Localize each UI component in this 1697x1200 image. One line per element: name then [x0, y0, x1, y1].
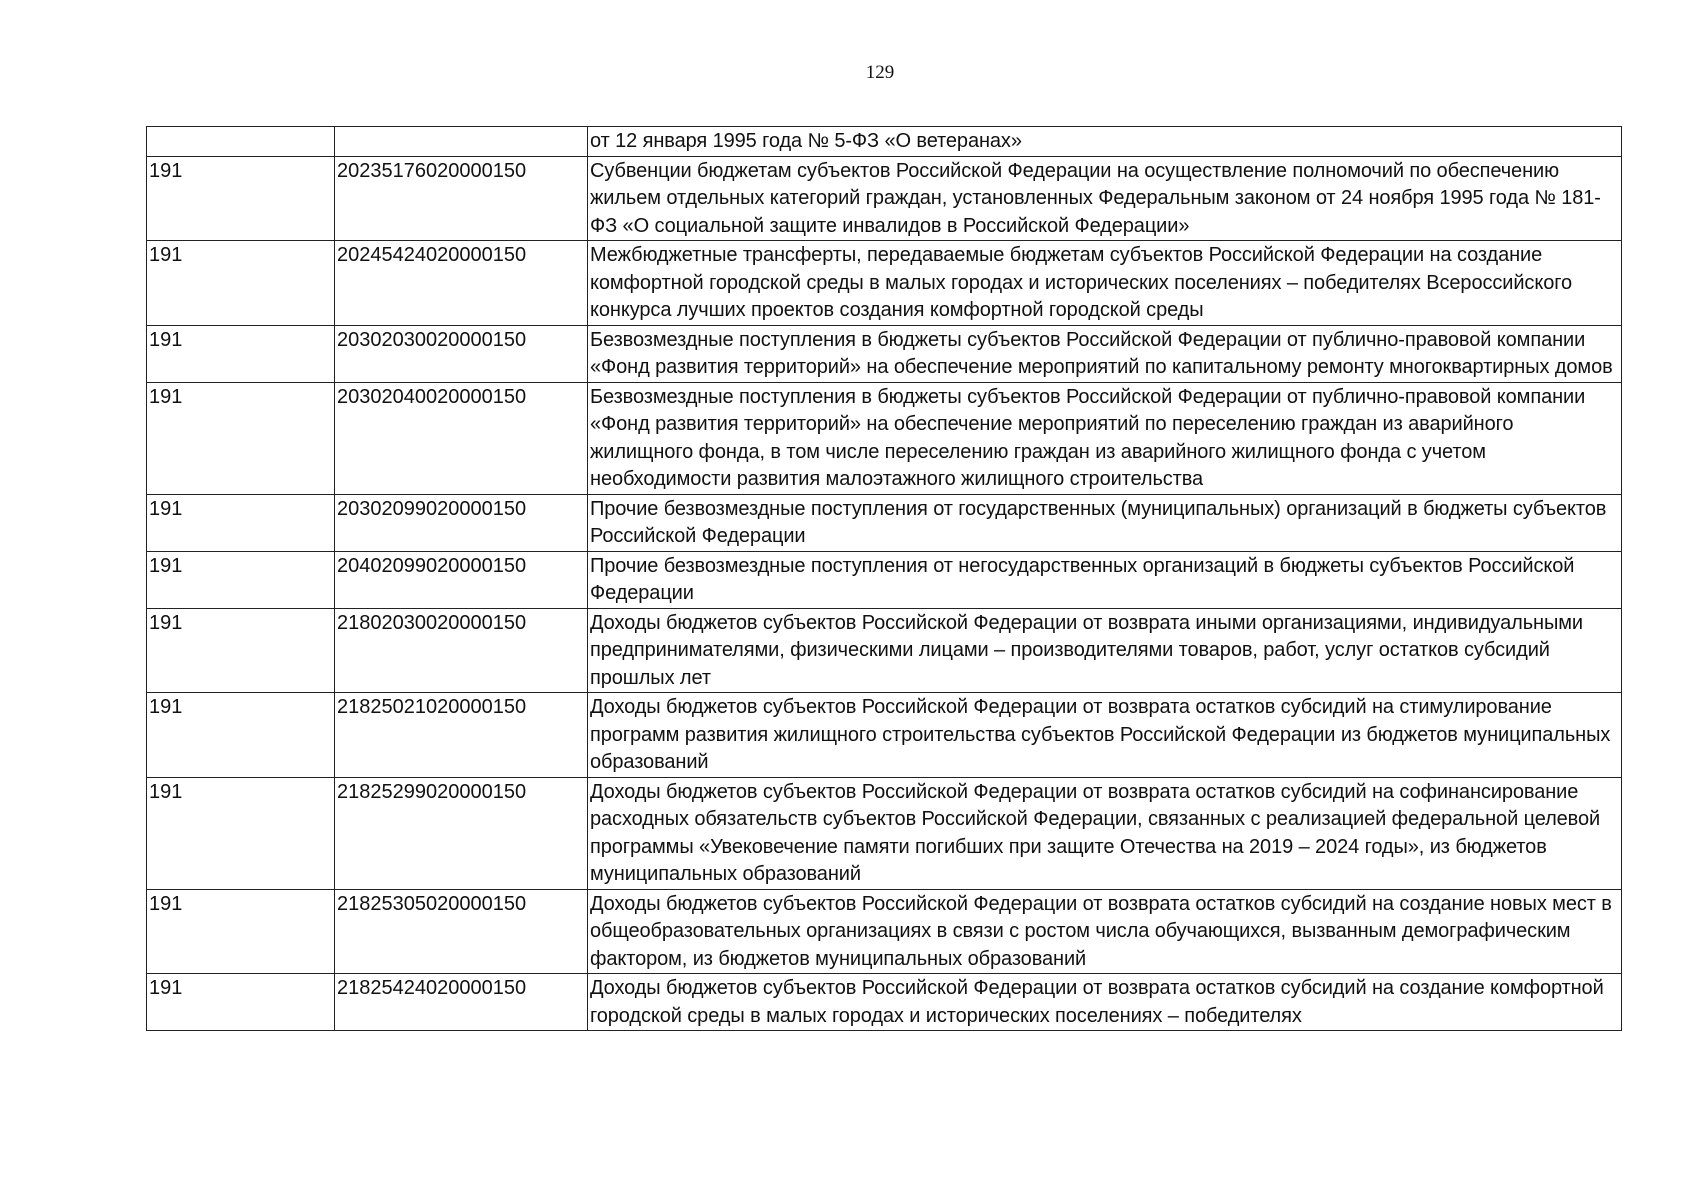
revenue-name-cell: Доходы бюджетов субъектов Российской Федерации от возврата иными организациями, индивидуальными предпринимателями, физическими лицами – производителями товаров, работ, услуг остатков субсидий прошлых лет: [588, 608, 1622, 693]
income-code-cell: 21825305020000150: [335, 889, 588, 974]
admin-code-cell: 191: [147, 551, 335, 608]
admin-code-cell: 191: [147, 974, 335, 1031]
table-row: [147, 241, 1622, 326]
revenue-name-cell: Безвозмездные поступления в бюджеты субъектов Российской Федерации от публично-правовой компании «Фонд развития территорий» на обеспечение мероприятий по переселению граждан из аварийного жилищного фонда, в том числе переселению граждан из аварийного жилищного фонда с учетом необходимости развития малоэтажного жилищного строительства: [588, 382, 1622, 494]
table-row: [147, 889, 1622, 974]
income-code-cell: 21825021020000150: [335, 693, 588, 778]
revenue-name-cell: Прочие безвозмездные поступления от негосударственных организаций в бюджеты субъектов Российской Федерации: [588, 551, 1622, 608]
income-code-cell: 20302099020000150: [335, 494, 588, 551]
income-code-cell: 21825299020000150: [335, 777, 588, 889]
income-code-cell: 20235176020000150: [335, 156, 588, 241]
admin-code-cell: 191: [147, 889, 335, 974]
table-row: [147, 127, 1622, 157]
admin-code-cell: 191: [147, 325, 335, 382]
income-code-cell: 21802030020000150: [335, 608, 588, 693]
budget-revenue-table: [146, 126, 1622, 1031]
table-body: [147, 127, 1622, 1031]
page-number: 129: [865, 62, 895, 83]
revenue-name-cell: Доходы бюджетов субъектов Российской Федерации от возврата остатков субсидий на создание новых мест в общеобразовательных организациях в связи с ростом числа обучающихся, вызванным демографическим фактором, из бюджетов муниципальных образований: [588, 889, 1622, 974]
admin-code-cell: 191: [147, 241, 335, 326]
table-row: [147, 156, 1622, 241]
admin-code-cell: 191: [147, 382, 335, 494]
table-row: [147, 974, 1622, 1031]
admin-code-cell: 191: [147, 608, 335, 693]
income-code-cell: [335, 127, 588, 157]
admin-code-cell: 191: [147, 693, 335, 778]
revenue-name-cell: Прочие безвозмездные поступления от государственных (муниципальных) организаций в бюджеты субъектов Российской Федерации: [588, 494, 1622, 551]
income-code-cell: 20402099020000150: [335, 551, 588, 608]
income-code-cell: 20302040020000150: [335, 382, 588, 494]
income-code-cell: 20245424020000150: [335, 241, 588, 326]
revenue-name-cell: Доходы бюджетов субъектов Российской Федерации от возврата остатков субсидий на стимулирование программ развития жилищного строительства субъектов Российской Федерации из бюджетов муниципальных образований: [588, 693, 1622, 778]
table-row: [147, 494, 1622, 551]
admin-code-cell: 191: [147, 777, 335, 889]
revenue-name-cell: Субвенции бюджетам субъектов Российской Федерации на осуществление полномочий по обеспечению жильем отдельных категорий граждан, установленных Федеральным законом от 24 ноября 1995 года № 181-ФЗ «О социальной защите инвалидов в Российской Федерации»: [588, 156, 1622, 241]
table-row: [147, 551, 1622, 608]
table-row: [147, 693, 1622, 778]
admin-code-cell: [147, 127, 335, 157]
revenue-name-cell: Доходы бюджетов субъектов Российской Федерации от возврата остатков субсидий на создание комфортной городской среды в малых городах и исторических поселениях – победителях: [588, 974, 1622, 1031]
revenue-name-cell: Безвозмездные поступления в бюджеты субъектов Российской Федерации от публично-правовой компании «Фонд развития территорий» на обеспечение мероприятий по капитальному ремонту многоквартирных домов: [588, 325, 1622, 382]
income-code-cell: 21825424020000150: [335, 974, 588, 1031]
admin-code-cell: 191: [147, 494, 335, 551]
table-row: [147, 777, 1622, 889]
admin-code-cell: 191: [147, 156, 335, 241]
table-row: [147, 608, 1622, 693]
income-code-cell: 20302030020000150: [335, 325, 588, 382]
table-row: [147, 382, 1622, 494]
revenue-name-cell: Межбюджетные трансферты, передаваемые бюджетам субъектов Российской Федерации на создание комфортной городской среды в малых городах и исторических поселениях – победителях Всероссийского конкурса лучших проектов создания комфортной городской среды: [588, 241, 1622, 326]
revenue-name-cell: от 12 января 1995 года № 5-ФЗ «О ветеранах»: [588, 127, 1622, 157]
table-row: [147, 325, 1622, 382]
revenue-name-cell: Доходы бюджетов субъектов Российской Федерации от возврата остатков субсидий на софинансирование расходных обязательств субъектов Российской Федерации, связанных с реализацией федеральной целевой программы «Увековечение памяти погибших при защите Отечества на 2019 – 2024 годы», из бюджетов муниципальных образований: [588, 777, 1622, 889]
